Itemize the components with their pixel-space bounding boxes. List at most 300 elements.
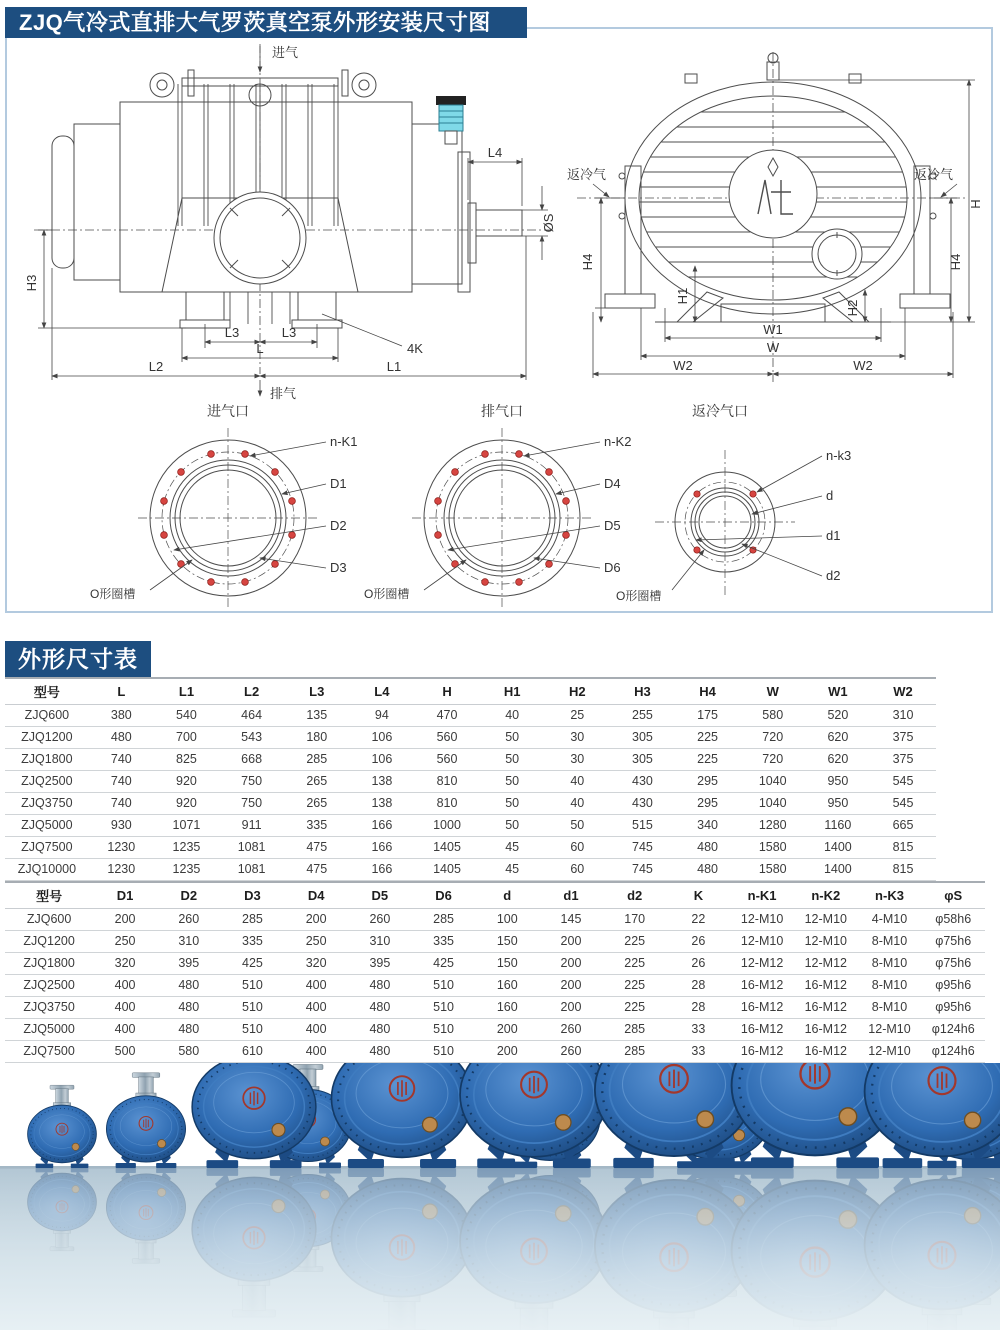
value-cell: 60 — [545, 859, 610, 881]
column-header: D4 — [284, 882, 348, 909]
dim-w1: W1 — [763, 322, 783, 337]
value-cell: 911 — [219, 815, 284, 837]
value-cell: 8-M10 — [858, 953, 922, 975]
dim-phi-s: ØS — [541, 213, 556, 233]
value-cell: φ75h6 — [921, 931, 985, 953]
value-cell: 160 — [475, 975, 539, 997]
model-cell: ZJQ7500 — [5, 1041, 93, 1063]
oring-groove-label: O形圈槽 — [616, 589, 662, 603]
value-cell: 225 — [603, 953, 667, 975]
value-cell: 40 — [545, 793, 610, 815]
dim-h4-right: H4 — [948, 253, 963, 271]
value-cell: 543 — [219, 727, 284, 749]
table-row — [5, 1019, 985, 1041]
table-row — [5, 859, 936, 881]
value-cell: φ95h6 — [921, 975, 985, 997]
column-header: 型号 — [5, 882, 93, 909]
table-header-row — [5, 882, 985, 909]
column-header: 型号 — [5, 678, 89, 705]
value-cell: 305 — [610, 727, 675, 749]
dim-h1: H1 — [675, 287, 690, 305]
value-cell: 510 — [221, 1019, 285, 1041]
value-cell: 8-M10 — [858, 975, 922, 997]
value-cell: 335 — [221, 931, 285, 953]
value-cell: 510 — [412, 997, 476, 1019]
value-cell: 400 — [93, 1019, 157, 1041]
value-cell: 305 — [610, 749, 675, 771]
value-cell: 620 — [805, 749, 870, 771]
value-cell: 106 — [349, 749, 414, 771]
value-cell: 320 — [284, 953, 348, 975]
dim-l4: L4 — [487, 145, 503, 160]
outlet-flange-title: 排气口 — [481, 403, 523, 419]
side-view-drawing — [12, 40, 562, 402]
value-cell: 30 — [545, 749, 610, 771]
value-cell: 295 — [675, 793, 740, 815]
value-cell: 16-M12 — [794, 975, 858, 997]
value-cell: 720 — [740, 727, 805, 749]
value-cell: 135 — [284, 705, 349, 727]
value-cell: 815 — [870, 837, 935, 859]
column-header: φS — [921, 882, 985, 909]
value-cell: 40 — [545, 771, 610, 793]
value-cell: 50 — [480, 815, 545, 837]
column-header: H2 — [545, 678, 610, 705]
value-cell: 12-M10 — [858, 1019, 922, 1041]
value-cell: 1081 — [219, 859, 284, 881]
value-cell: 430 — [610, 793, 675, 815]
model-cell: ZJQ5000 — [5, 815, 89, 837]
value-cell: 16-M12 — [730, 1019, 794, 1041]
value-cell: 1071 — [154, 815, 219, 837]
value-cell: 12-M10 — [730, 909, 794, 931]
value-cell: 16-M12 — [730, 975, 794, 997]
return-flange-drawing — [600, 400, 900, 612]
dim-h2: H2 — [845, 299, 860, 317]
value-cell: 750 — [219, 771, 284, 793]
value-cell: 225 — [675, 727, 740, 749]
value-cell: 580 — [740, 705, 805, 727]
value-cell: 750 — [219, 793, 284, 815]
table-row — [5, 1041, 985, 1063]
value-cell: 475 — [284, 837, 349, 859]
value-cell: 225 — [603, 997, 667, 1019]
dim-l1: L1 — [386, 359, 402, 374]
value-cell: 810 — [414, 793, 479, 815]
model-cell: ZJQ600 — [5, 909, 93, 931]
column-header: L3 — [284, 678, 349, 705]
value-cell: 1081 — [219, 837, 284, 859]
value-cell: 94 — [349, 705, 414, 727]
value-cell: 560 — [414, 749, 479, 771]
value-cell: 200 — [93, 909, 157, 931]
value-cell: 1230 — [89, 859, 154, 881]
value-cell: 430 — [610, 771, 675, 793]
table-row — [5, 953, 985, 975]
column-header: d — [475, 882, 539, 909]
return-gas-left-label: 返冷气 — [567, 167, 607, 182]
label-n-k2: n-K2 — [604, 434, 632, 449]
value-cell: 225 — [675, 749, 740, 771]
value-cell: 815 — [870, 859, 935, 881]
value-cell: 295 — [675, 771, 740, 793]
value-cell: 480 — [89, 727, 154, 749]
value-cell: 50 — [545, 815, 610, 837]
value-cell: φ124h6 — [921, 1019, 985, 1041]
outlet-label: 排气 — [270, 386, 297, 401]
column-header: W — [740, 678, 805, 705]
value-cell: 1040 — [740, 771, 805, 793]
table-row — [5, 909, 985, 931]
label-d5: D5 — [604, 518, 621, 533]
value-cell: 320 — [93, 953, 157, 975]
value-cell: 400 — [284, 975, 348, 997]
value-cell: 200 — [284, 909, 348, 931]
product-photo — [0, 1063, 1000, 1330]
value-cell: 375 — [870, 727, 935, 749]
value-cell: 740 — [89, 793, 154, 815]
label-d2-small: d2 — [826, 568, 841, 583]
value-cell: 425 — [412, 953, 476, 975]
value-cell: 16-M12 — [730, 1041, 794, 1063]
value-cell: 150 — [475, 953, 539, 975]
value-cell: 745 — [610, 859, 675, 881]
value-cell: 40 — [480, 705, 545, 727]
value-cell: 310 — [348, 931, 412, 953]
value-cell: 26 — [667, 931, 731, 953]
value-cell: 285 — [603, 1041, 667, 1063]
value-cell: 50 — [480, 727, 545, 749]
value-cell: 166 — [349, 859, 414, 881]
label-d: d — [826, 488, 834, 503]
value-cell: 12-M10 — [730, 931, 794, 953]
model-cell: ZJQ1800 — [5, 953, 93, 975]
table-row — [5, 727, 936, 749]
value-cell: 106 — [349, 727, 414, 749]
column-header: W2 — [870, 678, 935, 705]
value-cell: 260 — [348, 909, 412, 931]
value-cell: 480 — [348, 975, 412, 997]
value-cell: 610 — [221, 1041, 285, 1063]
value-cell: 12-M12 — [730, 953, 794, 975]
value-cell: 1580 — [740, 859, 805, 881]
value-cell: 200 — [539, 975, 603, 997]
column-header: K — [667, 882, 731, 909]
table-row — [5, 749, 936, 771]
dim-w2-left: W2 — [673, 358, 693, 373]
column-header: H1 — [480, 678, 545, 705]
value-cell: 25 — [545, 705, 610, 727]
value-cell: 12-M10 — [858, 1041, 922, 1063]
label-d3: D3 — [330, 560, 347, 575]
brand-logo-icon — [729, 150, 817, 238]
value-cell: 200 — [539, 953, 603, 975]
column-header: H3 — [610, 678, 675, 705]
value-cell: φ95h6 — [921, 997, 985, 1019]
value-cell: 480 — [157, 975, 221, 997]
value-cell: 145 — [539, 909, 603, 931]
value-cell: 810 — [414, 771, 479, 793]
value-cell: 1400 — [805, 837, 870, 859]
value-cell: 425 — [221, 953, 285, 975]
value-cell: 16-M12 — [794, 997, 858, 1019]
column-header: L1 — [154, 678, 219, 705]
value-cell: 200 — [475, 1041, 539, 1063]
value-cell: 260 — [157, 909, 221, 931]
value-cell: 480 — [157, 997, 221, 1019]
value-cell: 480 — [348, 1019, 412, 1041]
value-cell: φ58h6 — [921, 909, 985, 931]
value-cell: 510 — [412, 1019, 476, 1041]
value-cell: 740 — [89, 749, 154, 771]
label-d4: D4 — [604, 476, 621, 491]
dim-l: L — [256, 341, 264, 356]
value-cell: 380 — [89, 705, 154, 727]
column-header: H4 — [675, 678, 740, 705]
value-cell: 200 — [539, 931, 603, 953]
value-cell: 150 — [475, 931, 539, 953]
dim-h3: H3 — [24, 274, 39, 292]
value-cell: 12-M10 — [794, 931, 858, 953]
label-d6: D6 — [604, 560, 621, 575]
dim-h4-left: H4 — [580, 253, 595, 271]
table-header-row — [5, 678, 936, 705]
dim-w2-right: W2 — [853, 358, 873, 373]
value-cell: 1230 — [89, 837, 154, 859]
value-cell: 1405 — [414, 859, 479, 881]
value-cell: 265 — [284, 771, 349, 793]
column-header: W1 — [805, 678, 870, 705]
value-cell: 464 — [219, 705, 284, 727]
model-cell: ZJQ10000 — [5, 859, 89, 881]
column-header: n-K3 — [858, 882, 922, 909]
value-cell: 1400 — [805, 859, 870, 881]
value-cell: 740 — [89, 771, 154, 793]
value-cell: 12-M10 — [794, 909, 858, 931]
value-cell: 930 — [89, 815, 154, 837]
return-flange-title: 返冷气口 — [692, 403, 748, 419]
return-gas-right-label: 返冷气 — [913, 167, 953, 182]
column-header: D2 — [157, 882, 221, 909]
value-cell: 400 — [284, 997, 348, 1019]
value-cell: 260 — [539, 1019, 603, 1041]
column-header: D1 — [93, 882, 157, 909]
value-cell: 160 — [475, 997, 539, 1019]
value-cell: 60 — [545, 837, 610, 859]
value-cell: 16-M12 — [730, 997, 794, 1019]
end-view-drawing — [565, 46, 993, 394]
value-cell: φ75h6 — [921, 953, 985, 975]
value-cell: 180 — [284, 727, 349, 749]
value-cell: 510 — [221, 975, 285, 997]
value-cell: 16-M12 — [794, 1019, 858, 1041]
value-cell: 475 — [284, 859, 349, 881]
column-header: d1 — [539, 882, 603, 909]
value-cell: 45 — [480, 859, 545, 881]
model-cell: ZJQ2500 — [5, 975, 93, 997]
value-cell: 700 — [154, 727, 219, 749]
value-cell: 285 — [284, 749, 349, 771]
value-cell: 400 — [93, 997, 157, 1019]
table-row — [5, 771, 936, 793]
value-cell: 12-M12 — [794, 953, 858, 975]
value-cell: 920 — [154, 771, 219, 793]
model-cell: ZJQ1200 — [5, 727, 89, 749]
value-cell: 720 — [740, 749, 805, 771]
value-cell: 520 — [805, 705, 870, 727]
value-cell: 375 — [870, 749, 935, 771]
value-cell: 545 — [870, 793, 935, 815]
value-cell: 1580 — [740, 837, 805, 859]
column-header: L4 — [349, 678, 414, 705]
value-cell: 265 — [284, 793, 349, 815]
value-cell: 470 — [414, 705, 479, 727]
value-cell: 285 — [412, 909, 476, 931]
dimension-tables — [5, 677, 995, 1085]
value-cell: 560 — [414, 727, 479, 749]
table-row — [5, 931, 985, 953]
value-cell: 138 — [349, 793, 414, 815]
column-header: D6 — [412, 882, 476, 909]
label-d1-small: d1 — [826, 528, 841, 543]
value-cell: 45 — [480, 837, 545, 859]
value-cell: 335 — [412, 931, 476, 953]
label-n-k3: n-k3 — [826, 448, 852, 463]
value-cell: 395 — [348, 953, 412, 975]
value-cell: 166 — [349, 837, 414, 859]
inlet-label: 进气 — [272, 45, 299, 60]
page-title: ZJQ气冷式直排大气罗茨真空泵外形安装尺寸图 — [5, 7, 527, 38]
column-header: L — [89, 678, 154, 705]
value-cell: 480 — [348, 997, 412, 1019]
model-cell: ZJQ5000 — [5, 1019, 93, 1041]
value-cell: 510 — [412, 1041, 476, 1063]
value-cell: 540 — [154, 705, 219, 727]
value-cell: 1000 — [414, 815, 479, 837]
value-cell: 340 — [675, 815, 740, 837]
value-cell: 138 — [349, 771, 414, 793]
value-cell: 1235 — [154, 837, 219, 859]
dim-w: W — [766, 340, 780, 355]
value-cell: 920 — [154, 793, 219, 815]
inlet-flange-title: 进气口 — [207, 403, 249, 419]
value-cell: 480 — [157, 1019, 221, 1041]
value-cell: 8-M10 — [858, 997, 922, 1019]
value-cell: 1235 — [154, 859, 219, 881]
value-cell: 1405 — [414, 837, 479, 859]
column-header: n-K2 — [794, 882, 858, 909]
table-row — [5, 815, 936, 837]
value-cell: 510 — [221, 997, 285, 1019]
dim-l2: L2 — [148, 359, 164, 374]
value-cell: 310 — [157, 931, 221, 953]
value-cell: 30 — [545, 727, 610, 749]
table-row — [5, 975, 985, 997]
value-cell: 26 — [667, 953, 731, 975]
value-cell: 250 — [93, 931, 157, 953]
value-cell: 8-M10 — [858, 931, 922, 953]
column-header: L2 — [219, 678, 284, 705]
value-cell: 825 — [154, 749, 219, 771]
column-header: D5 — [348, 882, 412, 909]
value-cell: 400 — [284, 1041, 348, 1063]
value-cell: 1040 — [740, 793, 805, 815]
value-cell: 255 — [610, 705, 675, 727]
value-cell: 225 — [603, 931, 667, 953]
value-cell: 400 — [284, 1019, 348, 1041]
value-cell: 100 — [475, 909, 539, 931]
model-cell: ZJQ3750 — [5, 997, 93, 1019]
value-cell: 480 — [675, 859, 740, 881]
label-d2: D2 — [330, 518, 347, 533]
model-cell: ZJQ3750 — [5, 793, 89, 815]
value-cell: 1280 — [740, 815, 805, 837]
value-cell: 4-M10 — [858, 909, 922, 931]
value-cell: 400 — [93, 975, 157, 997]
model-cell: ZJQ2500 — [5, 771, 89, 793]
value-cell: 50 — [480, 749, 545, 771]
value-cell: 480 — [675, 837, 740, 859]
value-cell: 50 — [480, 771, 545, 793]
value-cell: 166 — [349, 815, 414, 837]
value-cell: 580 — [157, 1041, 221, 1063]
model-cell: ZJQ600 — [5, 705, 89, 727]
column-header: H — [414, 678, 479, 705]
model-cell: ZJQ1200 — [5, 931, 93, 953]
table-row — [5, 793, 936, 815]
value-cell: 665 — [870, 815, 935, 837]
value-cell: 170 — [603, 909, 667, 931]
value-cell: 500 — [93, 1041, 157, 1063]
value-cell: 480 — [348, 1041, 412, 1063]
value-cell: 28 — [667, 975, 731, 997]
table-row — [5, 997, 985, 1019]
value-cell: 200 — [475, 1019, 539, 1041]
value-cell: 745 — [610, 837, 675, 859]
table-row — [5, 705, 936, 727]
value-cell: 510 — [412, 975, 476, 997]
oring-groove-label: O形圈槽 — [364, 587, 410, 601]
dim-4k: 4K — [407, 341, 423, 356]
table-row — [5, 837, 936, 859]
value-cell: 22 — [667, 909, 731, 931]
value-cell: 950 — [805, 793, 870, 815]
value-cell: 1160 — [805, 815, 870, 837]
dimensions-table-flanges — [5, 881, 985, 1085]
column-header: D3 — [221, 882, 285, 909]
value-cell: 285 — [221, 909, 285, 931]
label-d1: D1 — [330, 476, 347, 491]
column-header: n-K1 — [730, 882, 794, 909]
value-cell: 285 — [603, 1019, 667, 1041]
value-cell: 620 — [805, 727, 870, 749]
value-cell: 310 — [870, 705, 935, 727]
value-cell: 16-M12 — [794, 1041, 858, 1063]
value-cell: 668 — [219, 749, 284, 771]
value-cell: 335 — [284, 815, 349, 837]
value-cell: 260 — [539, 1041, 603, 1063]
value-cell: 33 — [667, 1019, 731, 1041]
value-cell: 175 — [675, 705, 740, 727]
inlet-flange-drawing — [88, 400, 380, 612]
value-cell: 225 — [603, 975, 667, 997]
column-header: d2 — [603, 882, 667, 909]
oring-groove-label: O形圈槽 — [90, 587, 136, 601]
value-cell: 33 — [667, 1041, 731, 1063]
dim-l3-right: L3 — [281, 325, 297, 340]
value-cell: 50 — [480, 793, 545, 815]
value-cell: 950 — [805, 771, 870, 793]
